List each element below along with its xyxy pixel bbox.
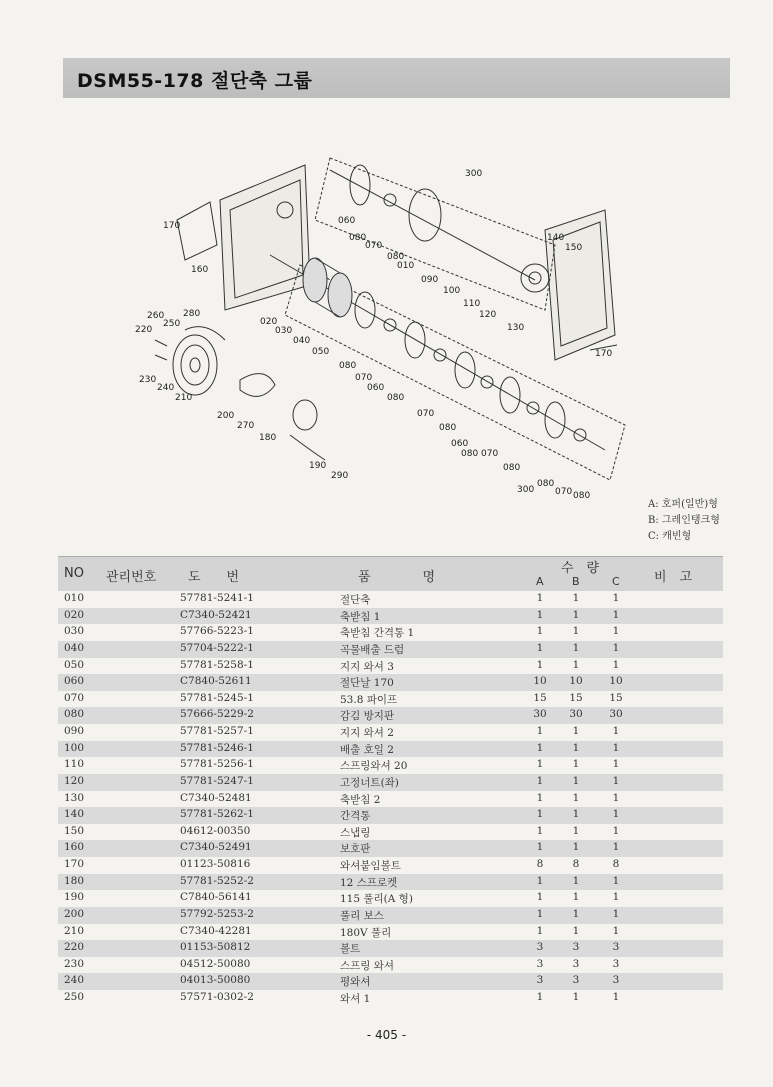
header-remark: 비 고 xyxy=(654,570,693,585)
row-part-name: 보호판 xyxy=(340,843,371,856)
row-qty-c: 1 xyxy=(612,641,620,654)
table-row xyxy=(58,624,723,641)
row-qty-b: 1 xyxy=(572,725,580,737)
diagram-callouts xyxy=(135,169,612,501)
callout: 060 xyxy=(367,383,385,393)
row-qty-b: 1 xyxy=(572,991,580,1003)
row-qty-a: 1 xyxy=(536,608,544,621)
row-no: 010 xyxy=(64,592,85,604)
row-qty-a: 1 xyxy=(536,808,544,821)
row-qty-c: 1 xyxy=(612,774,620,787)
row-qty-b: 1 xyxy=(572,841,580,854)
row-no: 180 xyxy=(64,874,85,887)
row-no: 110 xyxy=(64,758,85,771)
callout: 250 xyxy=(163,319,181,329)
row-no: 150 xyxy=(64,824,85,837)
row-qty-a: 1 xyxy=(536,824,544,837)
row-qty-a: 10 xyxy=(533,675,547,688)
row-qty-a: 3 xyxy=(536,941,544,954)
callout: 280 xyxy=(183,309,201,319)
table-row xyxy=(58,724,723,741)
row-qty-b: 1 xyxy=(572,608,580,621)
table-row xyxy=(58,990,723,1007)
row-drawing-no: 57571-0302-2 xyxy=(180,991,254,1003)
table-row xyxy=(58,774,723,791)
row-qty-a: 1 xyxy=(536,874,544,887)
row-drawing-no: 57781-5257-1 xyxy=(180,725,254,737)
row-qty-c: 8 xyxy=(612,858,620,870)
table-row xyxy=(58,591,723,608)
row-qty-b: 1 xyxy=(572,808,580,821)
row-qty-b: 1 xyxy=(572,824,580,837)
row-qty-b: 8 xyxy=(572,858,580,870)
row-part-name: 감김 방지판 xyxy=(340,710,395,723)
row-part-name: 풀리 보스 xyxy=(340,909,384,922)
row-qty-c: 1 xyxy=(612,808,620,821)
callout: 020 xyxy=(260,317,278,327)
row-drawing-no: 57781-5252-2 xyxy=(180,874,254,887)
diagram-svg xyxy=(125,150,645,510)
row-qty-c: 1 xyxy=(612,741,620,754)
header-drawing-no: 도 번 xyxy=(188,570,240,585)
row-part-name: 지지 와셔 3 xyxy=(340,660,394,673)
row-qty-b: 15 xyxy=(569,691,583,704)
row-qty-b: 1 xyxy=(572,741,580,754)
callout: 070 xyxy=(481,449,499,459)
table-row xyxy=(58,741,723,758)
row-part-name: 축받침 1 xyxy=(340,610,381,623)
table-row xyxy=(58,807,723,824)
row-part-name: 와셔붙임볼트 xyxy=(340,860,401,872)
header-qty-c: C xyxy=(612,575,620,588)
row-no: 130 xyxy=(64,791,85,804)
row-qty-c: 1 xyxy=(612,725,620,737)
row-qty-c: 1 xyxy=(612,874,620,887)
callout: 130 xyxy=(507,323,525,333)
row-part-name: 115 풀리(A 형) xyxy=(340,893,413,906)
row-qty-c: 1 xyxy=(612,592,620,604)
row-drawing-no: 04512-50080 xyxy=(180,957,251,970)
callout: 080 xyxy=(461,449,479,459)
callout: 180 xyxy=(259,433,277,443)
header-mgmt-no: 관리번호 xyxy=(106,570,157,585)
row-drawing-no: C7340-52491 xyxy=(180,841,252,854)
row-qty-c: 30 xyxy=(609,708,623,721)
row-no: 080 xyxy=(64,708,85,721)
row-qty-a: 1 xyxy=(536,991,544,1003)
table-row xyxy=(58,707,723,724)
callout: 290 xyxy=(331,471,349,481)
callout: 100 xyxy=(443,286,461,296)
row-drawing-no: 57766-5223-1 xyxy=(180,625,254,638)
row-qty-a: 8 xyxy=(536,858,544,870)
row-qty-c: 3 xyxy=(612,941,620,954)
callout: 120 xyxy=(479,310,497,320)
row-no: 060 xyxy=(64,675,85,688)
callout: 070 xyxy=(365,241,383,251)
row-qty-a: 1 xyxy=(536,841,544,854)
callout: 080 xyxy=(387,393,405,403)
callout: 070 xyxy=(355,373,373,383)
row-qty-a: 1 xyxy=(536,791,544,804)
row-part-name: 곡물배출 드럼 xyxy=(340,643,405,656)
row-part-name: 평와셔 xyxy=(340,976,371,989)
row-part-name: 180V 풀리 xyxy=(340,926,392,939)
row-part-name: 지지 와셔 2 xyxy=(340,727,394,739)
callout: 200 xyxy=(217,411,235,421)
row-part-name: 절단축 xyxy=(340,594,371,606)
row-drawing-no: 57781-5262-1 xyxy=(180,808,254,821)
row-qty-a: 1 xyxy=(536,592,544,604)
callout: 010 xyxy=(397,261,415,271)
row-drawing-no: C7340-52421 xyxy=(180,608,252,621)
row-qty-b: 1 xyxy=(572,891,580,904)
row-qty-c: 1 xyxy=(612,791,620,804)
callout: 080 xyxy=(503,463,521,473)
callout: 070 xyxy=(417,409,435,419)
row-no: 190 xyxy=(64,891,85,904)
callout: 270 xyxy=(237,421,255,431)
row-qty-a: 1 xyxy=(536,625,544,638)
row-qty-b: 10 xyxy=(569,675,583,688)
callout: 240 xyxy=(157,383,175,393)
row-no: 230 xyxy=(64,957,85,970)
row-no: 220 xyxy=(64,941,85,954)
table-row xyxy=(58,757,723,774)
row-drawing-no: 57781-5245-1 xyxy=(180,691,254,704)
row-no: 070 xyxy=(64,691,85,704)
table-row xyxy=(58,824,723,841)
row-no: 210 xyxy=(64,924,85,937)
callout: 300 xyxy=(517,485,535,495)
page-title: DSM55-178 절단축 그룹 xyxy=(77,70,313,92)
table-row xyxy=(58,890,723,907)
row-no: 200 xyxy=(64,907,85,920)
row-qty-b: 1 xyxy=(572,625,580,638)
row-qty-b: 3 xyxy=(572,957,580,970)
callout: 150 xyxy=(565,243,583,253)
row-qty-a: 1 xyxy=(536,924,544,937)
table-row xyxy=(58,924,723,941)
row-drawing-no: 57781-5258-1 xyxy=(180,658,254,671)
row-drawing-no: 57792-5253-2 xyxy=(180,907,254,920)
exploded-parts-diagram xyxy=(125,150,645,510)
row-part-name: 고정너트(좌) xyxy=(340,776,399,789)
callout: 030 xyxy=(275,326,293,336)
row-drawing-no: C7840-56141 xyxy=(180,891,252,904)
row-qty-b: 1 xyxy=(572,924,580,937)
callout: 090 xyxy=(421,275,439,285)
header-part-name: 품 명 xyxy=(358,570,436,585)
header-qty: 수 량 xyxy=(561,561,600,576)
row-qty-a: 3 xyxy=(536,974,544,987)
callout: 080 xyxy=(387,252,405,262)
callout: 260 xyxy=(147,311,165,321)
callout: 170 xyxy=(163,221,181,231)
row-qty-c: 10 xyxy=(609,675,623,688)
row-qty-b: 1 xyxy=(572,774,580,787)
row-qty-c: 1 xyxy=(612,991,620,1003)
row-no: 250 xyxy=(64,991,85,1003)
callout: 080 xyxy=(537,479,555,489)
callout: 110 xyxy=(463,299,481,309)
row-qty-a: 1 xyxy=(536,741,544,754)
table-row xyxy=(58,940,723,957)
table-row xyxy=(58,907,723,924)
row-drawing-no: 57781-5247-1 xyxy=(180,774,254,787)
table-row xyxy=(58,857,723,874)
row-no: 140 xyxy=(64,808,85,821)
row-qty-b: 1 xyxy=(572,641,580,654)
row-qty-b: 1 xyxy=(572,791,580,804)
row-no: 160 xyxy=(64,841,85,854)
table-row xyxy=(58,691,723,708)
row-drawing-no: 04013-50080 xyxy=(180,974,251,987)
row-qty-c: 1 xyxy=(612,824,620,837)
callout: 170 xyxy=(595,349,613,359)
row-qty-c: 3 xyxy=(612,957,620,970)
type-legend xyxy=(648,497,720,545)
row-qty-a: 1 xyxy=(536,758,544,771)
row-qty-c: 1 xyxy=(612,891,620,904)
row-drawing-no: 01123-50816 xyxy=(180,858,251,870)
row-no: 040 xyxy=(64,641,85,654)
row-qty-b: 1 xyxy=(572,907,580,920)
row-drawing-no: C7340-42281 xyxy=(180,924,252,937)
row-qty-c: 1 xyxy=(612,658,620,671)
table-row xyxy=(58,973,723,990)
callout: 220 xyxy=(135,325,153,335)
row-drawing-no: 57781-5256-1 xyxy=(180,758,254,771)
callout: 080 xyxy=(339,361,357,371)
callout: 210 xyxy=(175,393,193,403)
legend-item: C: 캐빈형 xyxy=(648,531,692,542)
row-drawing-no: 57781-5241-1 xyxy=(180,592,254,604)
row-qty-c: 1 xyxy=(612,907,620,920)
row-qty-b: 1 xyxy=(572,758,580,771)
row-part-name: 와셔 1 xyxy=(340,993,371,1005)
table-row xyxy=(58,957,723,974)
table-row xyxy=(58,608,723,625)
callout: 080 xyxy=(573,491,591,501)
row-part-name: 축받침 간격통 1 xyxy=(340,627,415,640)
row-no: 090 xyxy=(64,725,85,737)
row-drawing-no: 01153-50812 xyxy=(180,941,251,954)
callout: 060 xyxy=(338,216,356,226)
callout: 040 xyxy=(293,336,311,346)
row-no: 120 xyxy=(64,774,85,787)
header-no: NO xyxy=(64,566,84,581)
row-drawing-no: C7340-52481 xyxy=(180,791,252,804)
row-qty-b: 3 xyxy=(572,974,580,987)
row-part-name: 53.8 파이프 xyxy=(340,693,398,706)
row-qty-c: 1 xyxy=(612,625,620,638)
row-qty-a: 1 xyxy=(536,658,544,671)
callout: 160 xyxy=(191,265,209,275)
table-row xyxy=(58,674,723,691)
row-part-name: 볼트 xyxy=(340,943,361,956)
row-qty-c: 3 xyxy=(612,974,620,987)
row-qty-a: 1 xyxy=(536,774,544,787)
row-part-name: 절단날 170 xyxy=(340,677,394,690)
row-part-name: 축받침 2 xyxy=(340,793,381,806)
row-qty-a: 15 xyxy=(533,691,547,704)
row-qty-a: 3 xyxy=(536,957,544,970)
row-part-name: 간격통 xyxy=(340,810,371,823)
row-no: 020 xyxy=(64,608,85,621)
row-drawing-no: 57666-5229-2 xyxy=(180,708,254,721)
row-part-name: 스프링 와셔 xyxy=(340,959,395,972)
row-qty-b: 30 xyxy=(569,708,583,721)
row-drawing-no: C7840-52611 xyxy=(180,675,252,688)
callout: 140 xyxy=(547,233,565,243)
row-qty-c: 15 xyxy=(609,691,623,704)
row-drawing-no: 04612-00350 xyxy=(180,824,251,837)
row-qty-a: 30 xyxy=(533,708,547,721)
table-row xyxy=(58,641,723,658)
row-part-name: 스냅링 xyxy=(340,826,371,839)
table-body xyxy=(58,591,723,1007)
header-qty-b: B xyxy=(572,575,580,588)
row-no: 240 xyxy=(64,974,85,987)
legend-item: A: 호퍼(일반)형 xyxy=(648,499,718,510)
row-part-name: 스프링와셔 20 xyxy=(340,760,408,773)
callout: 300 xyxy=(465,169,483,179)
row-qty-b: 1 xyxy=(572,658,580,671)
row-qty-a: 1 xyxy=(536,725,544,737)
parts-table xyxy=(58,556,723,1007)
row-qty-b: 3 xyxy=(572,941,580,954)
callout: 230 xyxy=(139,375,157,385)
table-row xyxy=(58,874,723,891)
callout: 060 xyxy=(451,439,469,449)
page-number: - 405 - xyxy=(366,1028,407,1042)
table-row xyxy=(58,791,723,808)
legend-item: B: 그레인탱크형 xyxy=(648,515,720,526)
row-drawing-no: 57704-5222-1 xyxy=(180,641,254,654)
row-qty-b: 1 xyxy=(572,592,580,604)
row-no: 100 xyxy=(64,741,85,754)
callout: 070 xyxy=(555,487,573,497)
row-qty-c: 1 xyxy=(612,924,620,937)
row-part-name: 12 스프로켓 xyxy=(340,876,398,889)
row-no: 030 xyxy=(64,625,85,638)
row-qty-c: 1 xyxy=(612,758,620,771)
callout: 080 xyxy=(349,233,367,243)
row-drawing-no: 57781-5246-1 xyxy=(180,741,254,754)
row-qty-c: 1 xyxy=(612,608,620,621)
callout: 080 xyxy=(439,423,457,433)
table-header xyxy=(58,556,723,591)
row-no: 050 xyxy=(64,658,85,671)
header-qty-a: A xyxy=(536,575,544,588)
row-qty-a: 1 xyxy=(536,907,544,920)
header-band xyxy=(63,58,730,98)
row-part-name: 배출 호일 2 xyxy=(340,743,394,756)
row-qty-b: 1 xyxy=(572,874,580,887)
row-no: 170 xyxy=(64,858,85,870)
row-qty-c: 1 xyxy=(612,841,620,854)
row-qty-a: 1 xyxy=(536,641,544,654)
row-qty-a: 1 xyxy=(536,891,544,904)
callout: 190 xyxy=(309,461,327,471)
table-row xyxy=(58,658,723,675)
table-row xyxy=(58,840,723,857)
callout: 050 xyxy=(312,347,330,357)
